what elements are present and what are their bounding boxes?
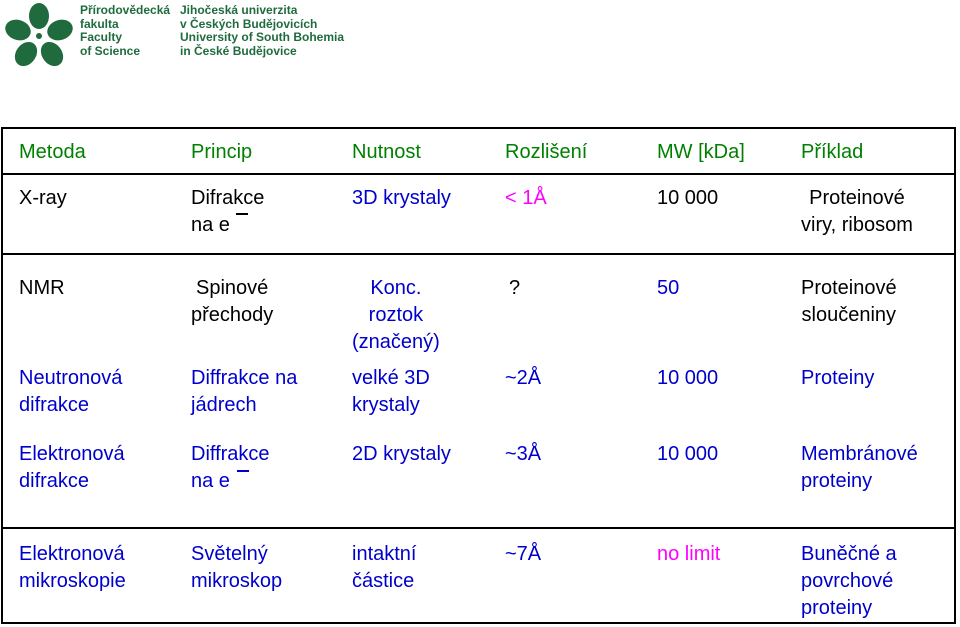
- row2-princip: [191, 275, 273, 329]
- faculty-name: [80, 4, 170, 58]
- row4-metoda-line: difrakce: [19, 470, 90, 492]
- row2-nutnost-line: (značený): [352, 331, 440, 353]
- row5-princip: [191, 541, 282, 595]
- row1-princip: [191, 185, 264, 239]
- row5-priklad-line: Buněčné a: [801, 543, 897, 565]
- header-mw: MW [kDa]: [657, 141, 745, 163]
- row3-rozliseni: ~2Å: [505, 367, 542, 389]
- row5-metoda-line: mikroskopie: [19, 570, 126, 592]
- row3-metoda-line: difrakce: [19, 394, 90, 416]
- row2-princip-line: Spinové: [196, 277, 269, 299]
- row5-priklad: [801, 541, 897, 622]
- row4-princip-line: na e: [191, 470, 230, 492]
- row-divider: [3, 253, 954, 255]
- row2-nutnost-line: Konc.: [370, 277, 422, 299]
- row3-princip-line: Diffrakce na: [191, 367, 298, 389]
- header-nutnost: Nutnost: [352, 141, 421, 163]
- row4-rozliseni: ~3Å: [505, 443, 542, 465]
- header-princip: Princip: [191, 141, 253, 163]
- row5-princip-line: mikroskop: [191, 570, 283, 592]
- row3-nutnost-line: krystaly: [352, 394, 420, 416]
- row2-nutnost: [352, 275, 440, 356]
- row2-priklad: [801, 275, 897, 329]
- row5-nutnost-line: částice: [352, 570, 415, 592]
- university-line: University of South Bohemia: [180, 30, 345, 44]
- row1-nutnost: 3D krystaly: [352, 187, 451, 209]
- electron-bar: [236, 213, 248, 215]
- row1-mw: 10 000: [657, 187, 719, 209]
- row3-metoda-line: Neutronová: [19, 367, 123, 389]
- row3-nutnost: [352, 365, 430, 419]
- row2-mw: 50: [657, 277, 680, 299]
- row3-metoda: [19, 365, 122, 419]
- row5-nutnost: [352, 541, 416, 595]
- row5-princip-line: Světelný: [191, 543, 268, 565]
- row5-metoda: [19, 541, 126, 595]
- faculty-line: fakulta: [80, 16, 119, 31]
- row3-nutnost-line: velké 3D: [352, 367, 430, 389]
- row5-nutnost-line: intaktní: [352, 543, 417, 565]
- row2-nutnost-line: roztok: [368, 304, 424, 326]
- university-name: [180, 4, 344, 58]
- row1-priklad-line: viry, ribosom: [801, 214, 913, 236]
- row1-priklad: [801, 185, 913, 239]
- row2-princip-line: přechody: [191, 304, 274, 326]
- faculty-line: of Science: [80, 43, 141, 58]
- row4-metoda: [19, 441, 125, 495]
- row4-metoda-line: Elektronová: [19, 443, 125, 465]
- row4-princip: [191, 441, 270, 495]
- university-line: in České Budějovice: [180, 43, 297, 58]
- row4-priklad-line: proteiny: [801, 470, 873, 492]
- row3-priklad: Proteiny: [801, 367, 875, 389]
- row3-princip-line: jádrech: [191, 394, 257, 416]
- row4-princip-line: Diffrakce: [191, 443, 270, 465]
- row1-rozliseni: < 1Å: [505, 187, 547, 209]
- row2-priklad-line: Proteinové: [801, 277, 897, 299]
- header-priklad: Příklad: [801, 141, 864, 163]
- row5-priklad-line: povrchové: [801, 570, 894, 592]
- methods-table: [1, 127, 956, 624]
- row5-priklad-line: proteiny: [801, 597, 873, 619]
- row3-mw: 10 000: [657, 367, 719, 389]
- flower-logo: [4, 2, 74, 66]
- row2-metoda: NMR: [19, 277, 65, 299]
- row2-priklad-line: sloučeniny: [801, 304, 897, 326]
- university-line: v Českých Budějovicích: [180, 16, 318, 31]
- row1-princip-line: na e: [191, 214, 230, 236]
- row-divider: [3, 527, 954, 529]
- row4-nutnost: 2D krystaly: [352, 443, 451, 465]
- electron-bar: [237, 470, 249, 472]
- row1-princip-line: Difrakce: [191, 187, 265, 209]
- row5-mw: no limit: [657, 543, 721, 565]
- row1-priklad-line: Proteinové: [809, 187, 905, 209]
- row4-priklad-line: Membránové: [801, 443, 918, 465]
- row4-priklad: [801, 441, 918, 495]
- university-line: Jihočeská univerzita: [180, 3, 298, 17]
- faculty-line: Přírodovědecká: [80, 3, 171, 17]
- page-header: [0, 0, 960, 70]
- row-divider: [3, 173, 954, 175]
- header-metoda: Metoda: [19, 141, 86, 163]
- row1-metoda: X-ray: [19, 187, 67, 209]
- row2-rozliseni: ?: [509, 277, 521, 299]
- row3-princip: [191, 365, 297, 419]
- faculty-line: Faculty: [80, 30, 123, 44]
- row5-rozliseni: ~7Å: [505, 543, 542, 565]
- row4-mw: 10 000: [657, 443, 719, 465]
- header-rozliseni: Rozlišení: [505, 141, 588, 163]
- row5-metoda-line: Elektronová: [19, 543, 125, 565]
